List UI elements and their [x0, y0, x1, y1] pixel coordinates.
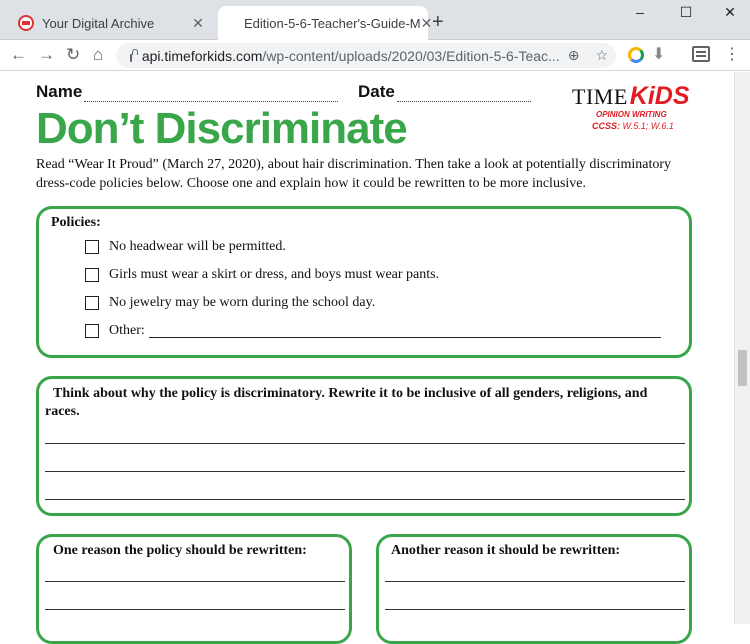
- url-path: /wp-content/uploads/2020/03/Edition-5-6-Teac...: [262, 47, 560, 64]
- rewrite-box: [36, 376, 692, 516]
- reload-icon[interactable]: ↻: [66, 45, 81, 64]
- name-blank: [84, 101, 338, 102]
- url-text[interactable]: [142, 48, 560, 64]
- policy-text: No headwear will be permitted.: [109, 239, 286, 254]
- name-field: [36, 82, 338, 102]
- reason-one-label: One reason the policy should be rewritten:: [53, 543, 307, 558]
- date-field: [358, 82, 531, 102]
- policy-text: No jewelry may be worn during the school day.: [109, 295, 376, 310]
- reason-one-box: [36, 534, 352, 644]
- browser-toolbar: [0, 40, 750, 71]
- extension-reader-icon[interactable]: [692, 46, 710, 62]
- vertical-scrollbar[interactable]: [734, 72, 750, 624]
- name-label: Name: [36, 82, 83, 101]
- policy-checkbox[interactable]: [85, 296, 99, 310]
- reason-two-box: [376, 534, 692, 644]
- lock-icon[interactable]: [130, 54, 132, 62]
- maximize-button[interactable]: ☐: [679, 4, 693, 20]
- zoom-icon[interactable]: ⊕: [567, 47, 580, 63]
- tab-your-digital-archive[interactable]: [6, 6, 216, 40]
- tab-close-icon[interactable]: ✕: [192, 14, 204, 31]
- tab-close-icon[interactable]: ✕: [420, 14, 433, 31]
- tab-teachers-guide[interactable]: [218, 6, 433, 40]
- policy-text: Girls must wear a skirt or dress, and boys must wear pants.: [109, 267, 440, 282]
- writing-line[interactable]: [45, 609, 345, 610]
- intro-paragraph: Read “Wear It Proud” (March 27, 2020), about hair discrimination. Then take a look at potentially discriminatory dress-code policies below. Choose one and explain how it could be rewritten to be more inclusive.: [36, 157, 672, 191]
- writing-line[interactable]: [385, 581, 685, 582]
- writing-line[interactable]: [385, 609, 685, 610]
- writing-line[interactable]: [45, 471, 685, 472]
- download-icon[interactable]: ⬇: [652, 46, 666, 63]
- policy-option-other[interactable]: [85, 323, 661, 339]
- policies-label: Policies:: [51, 215, 101, 230]
- ccss-standards: [592, 121, 674, 131]
- date-blank: [397, 101, 531, 102]
- writing-line[interactable]: [45, 581, 345, 582]
- browser-menu-icon[interactable]: ⋮: [724, 46, 740, 63]
- policy-checkbox[interactable]: [85, 324, 99, 338]
- forward-arrow-icon[interactable]: →: [38, 45, 55, 64]
- logo-subtitle: OPINION WRITING: [596, 110, 667, 119]
- ccss-label: CCSS:: [592, 121, 621, 131]
- scrollbar-thumb[interactable]: [738, 350, 747, 386]
- minimize-button[interactable]: –: [636, 4, 644, 20]
- other-blank-line[interactable]: [149, 324, 661, 338]
- home-icon[interactable]: ⌂: [93, 45, 104, 64]
- policy-option[interactable]: [85, 267, 439, 283]
- writing-line[interactable]: [45, 499, 685, 500]
- reason-two-label: Another reason it should be rewritten:: [391, 543, 621, 558]
- pdf-viewport[interactable]: [0, 72, 734, 624]
- ccss-value: W.5.1; W.6.1: [622, 121, 674, 131]
- close-window-button[interactable]: ✕: [724, 4, 736, 20]
- url-host: api.timeforkids.com: [141, 47, 263, 64]
- time-favicon-icon: [18, 15, 34, 31]
- policy-checkbox[interactable]: [85, 268, 99, 282]
- back-arrow-icon[interactable]: ←: [10, 45, 27, 64]
- tab-title: Your Digital Archive: [42, 15, 155, 31]
- rewrite-prompt: Think about why the policy is discriminatory. Rewrite it to be inclusive of all genders, religions, and races.: [45, 386, 648, 419]
- policies-box: [36, 206, 692, 358]
- bookmark-star-icon[interactable]: ☆: [595, 47, 608, 63]
- policy-text: Other:: [109, 323, 145, 338]
- policy-checkbox[interactable]: [85, 240, 99, 254]
- address-bar[interactable]: [116, 43, 616, 68]
- policy-option[interactable]: [85, 239, 286, 255]
- extension-chrome-icon[interactable]: [628, 47, 644, 63]
- writing-line[interactable]: [45, 443, 685, 444]
- date-label: Date: [358, 82, 395, 101]
- tab-title: Edition-5-6-Teacher's-Guide-M: [244, 15, 421, 31]
- policy-option[interactable]: [85, 295, 375, 311]
- new-tab-button[interactable]: +: [432, 11, 444, 33]
- tab-strip: [0, 0, 750, 40]
- time-for-kids-logo: [572, 82, 692, 131]
- page-title: Don’t Discriminate: [36, 104, 407, 153]
- logo-time: TIME: [572, 84, 628, 109]
- logo-kids: KiDS: [629, 82, 690, 110]
